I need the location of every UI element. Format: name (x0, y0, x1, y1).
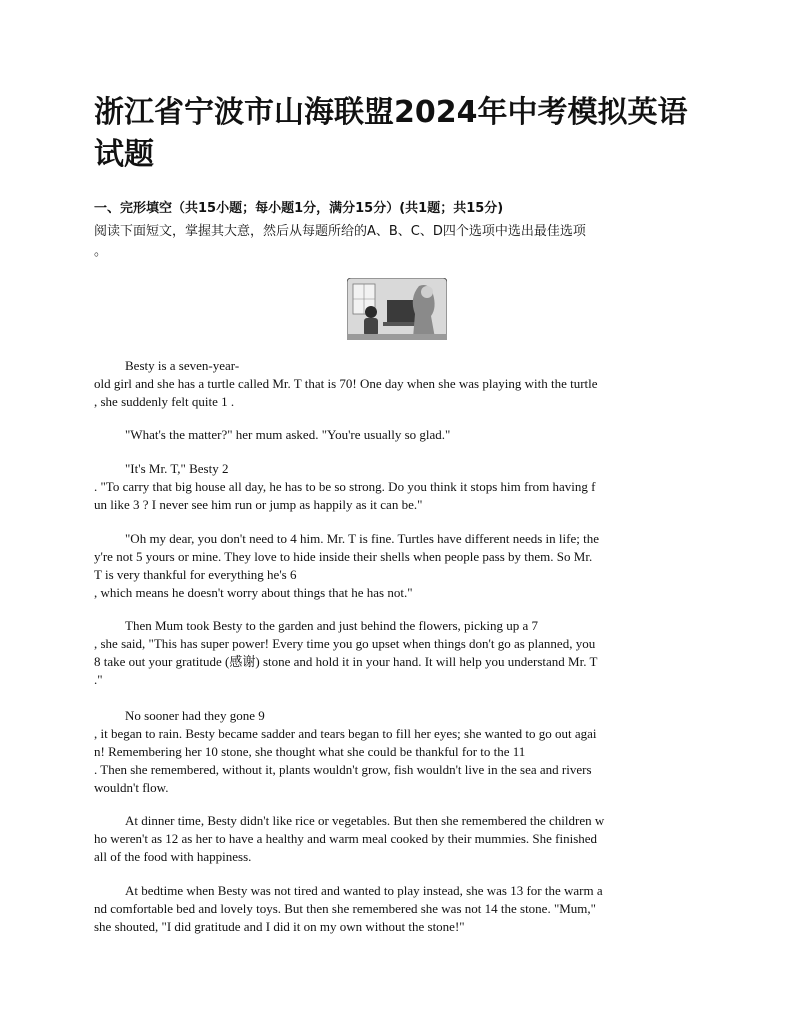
passage-line: 8 take out your gratitude (感谢) stone and hold it in your hand. It will help you understand Mr. T (94, 654, 598, 669)
passage-line: Besty is a seven-year- (125, 358, 240, 373)
instruction (94, 222, 704, 262)
passage-line: y're not 5 yours or mine. They love to hide inside their shells when people pass by them. So Mr. (94, 549, 593, 564)
passage-line: Then Mum took Besty to the garden and just behind the flowers, picking up a 7 (125, 618, 539, 633)
page-title (94, 92, 704, 176)
passage-line: all of the food with happiness. (94, 849, 252, 864)
passage-line: . Then she remembered, without it, plants wouldn't grow, fish wouldn't live in the sea and rivers (94, 762, 592, 777)
passage-line: old girl and she has a turtle called Mr. T that is 70! One day when she was playing with the turtle (94, 376, 598, 391)
passage-line: nd comfortable bed and lovely toys. But then she remembered she was not 14 the stone. "Mum," (94, 901, 596, 916)
passage-line: . "To carry that big house all day, he has to be so strong. Do you think it stops him from having f (94, 479, 596, 494)
passage-line: , she suddenly felt quite 1 . (94, 394, 235, 409)
mother-and-daughter-illustration (347, 278, 447, 340)
title-line-1: 浙江省宁波市山海联盟2024年中考模拟英语 (94, 95, 688, 130)
section-heading: 一、完形填空（共15小题；每小题1分，满分15分）(共1题；共15分) (94, 201, 504, 216)
passage-line: "Oh my dear, you don't need to 4 him. Mr. T is fine. Turtles have different needs in life; the (125, 531, 599, 546)
passage-line: ." (94, 672, 103, 687)
passage-line: At bedtime when Besty was not tired and wanted to play instead, she was 13 for the warm a (125, 883, 603, 898)
passage-line: she shouted, "I did gratitude and I did it on my own without the stone!" (94, 919, 465, 934)
passage-line: T is very thankful for everything he's 6 (94, 567, 297, 582)
passage-line: ho weren't as 12 as her to have a healthy and warm meal cooked by their mummies. She finished (94, 831, 598, 846)
passage-line: wouldn't flow. (94, 780, 169, 795)
passage-line: No sooner had they gone 9 (125, 708, 265, 723)
passage-line: , which means he doesn't worry about things that he has not." (94, 585, 413, 600)
passage-line: "It's Mr. T," Besty 2 (125, 461, 229, 476)
passage-line: , it began to rain. Besty became sadder and tears began to fill her eyes; she wanted to go out agai (94, 726, 597, 741)
title-line-2: 试题 (94, 137, 154, 172)
passage-line: , she said, "This has super power! Every time you go upset when things don't go as planned, you (94, 636, 596, 651)
instruction-line-1: 阅读下面短文，掌握其大意，然后从每题所给的A、B、C、D四个选项中选出最佳选项 (94, 224, 586, 239)
passage-line: n! Remembering her 10 stone, she thought what she could be thankful for to the 11 (94, 744, 526, 759)
instruction-line-2: 。 (94, 244, 108, 259)
passage-line: "What's the matter?" her mum asked. "You're usually so glad." (125, 427, 451, 442)
passage-line: At dinner time, Besty didn't like rice or vegetables. But then she remembered the children w (125, 813, 605, 828)
passage-line: un like 3 ? I never see him run or jump as happily as it can be." (94, 497, 423, 512)
